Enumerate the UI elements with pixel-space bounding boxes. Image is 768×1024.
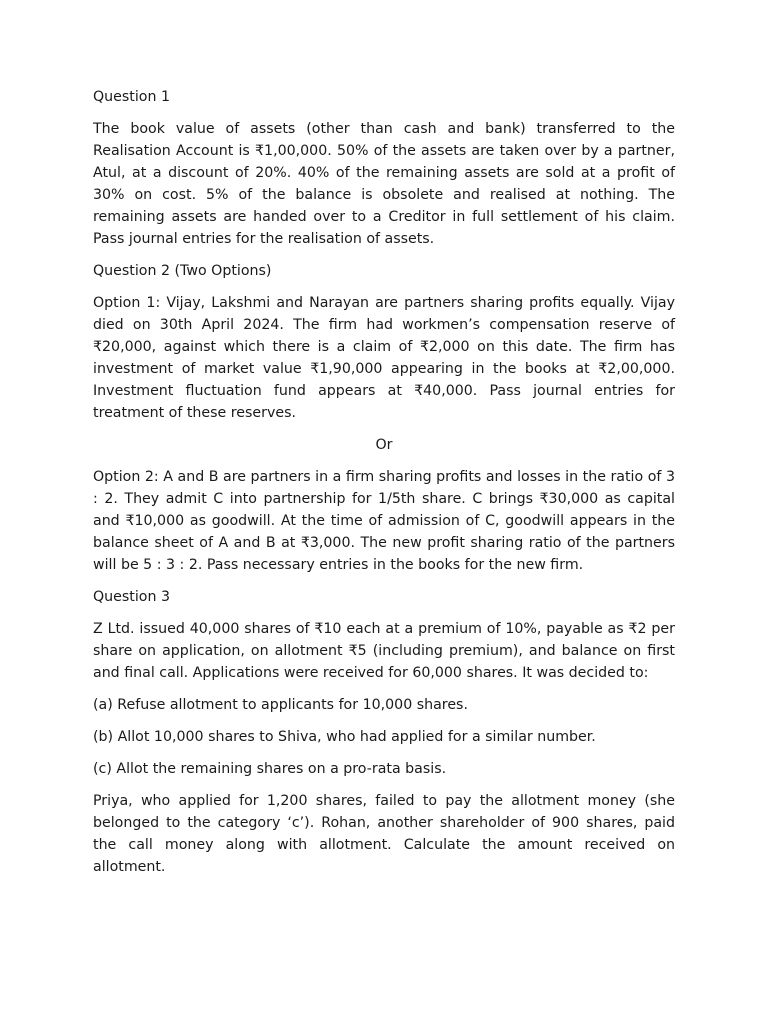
question-3-intro: Z Ltd. issued 40,000 shares of ₹10 each at a premium of 10%, payable as ₹2 per share on application, on allotment ₹5 (including premium), and balance on first and final call. Applications were received for 60,000 shares. It was decided to: <box>93 621 675 681</box>
or-separator: Or <box>375 437 393 453</box>
document-page <box>93 86 675 888</box>
question-2-option-1: Option 1: Vijay, Lakshmi and Narayan are partners sharing profits equally. Vijay died on 30th April 2024. The firm had workmen’s compensation reserve of ₹20,000, against which there is a claim of ₹2,000 on this date. The firm has investment of market value ₹1,90,000 appearing in the books at ₹2,00,000. Investment fluctuation fund appears at ₹40,000. Pass journal entries for treatment of these reserves. <box>93 295 675 421</box>
question-3-item-a: (a) Refuse allotment to applicants for 10,000 shares. <box>93 697 468 713</box>
question-1-heading: Question 1 <box>93 89 170 105</box>
question-2-heading: Question 2 (Two Options) <box>93 263 272 279</box>
question-3-item-b: (b) Allot 10,000 shares to Shiva, who had applied for a similar number. <box>93 729 596 745</box>
question-3-heading: Question 3 <box>93 589 170 605</box>
question-1-text: The book value of assets (other than cash and bank) transferred to the Realisation Account is ₹1,00,000. 50% of the assets are taken over by a partner, Atul, at a discount of 20%. 40% of the remaining assets are sold at a profit of 30% on cost. 5% of the balance is obsolete and realised at nothing. The remaining assets are handed over to a Creditor in full settlement of his claim. Pass journal entries for the realisation of assets. <box>93 121 675 247</box>
question-3-closing: Priya, who applied for 1,200 shares, failed to pay the allotment money (she belonged to the category ‘c’). Rohan, another shareholder of 900 shares, paid the call money along with allotment. Calculate the amount received on allotment. <box>93 793 675 875</box>
question-3-item-c: (c) Allot the remaining shares on a pro-rata basis. <box>93 761 447 777</box>
question-2-option-2: Option 2: A and B are partners in a firm sharing profits and losses in the ratio of 3 : 2. They admit C into partnership for 1/5th share. C brings ₹30,000 as capital and ₹10,000 as goodwill. At the time of admission of C, goodwill appears in the balance sheet of A and B at ₹3,000. The new profit sharing ratio of the partners will be 5 : 3 : 2. Pass necessary entries in the books for the new firm. <box>93 469 675 573</box>
